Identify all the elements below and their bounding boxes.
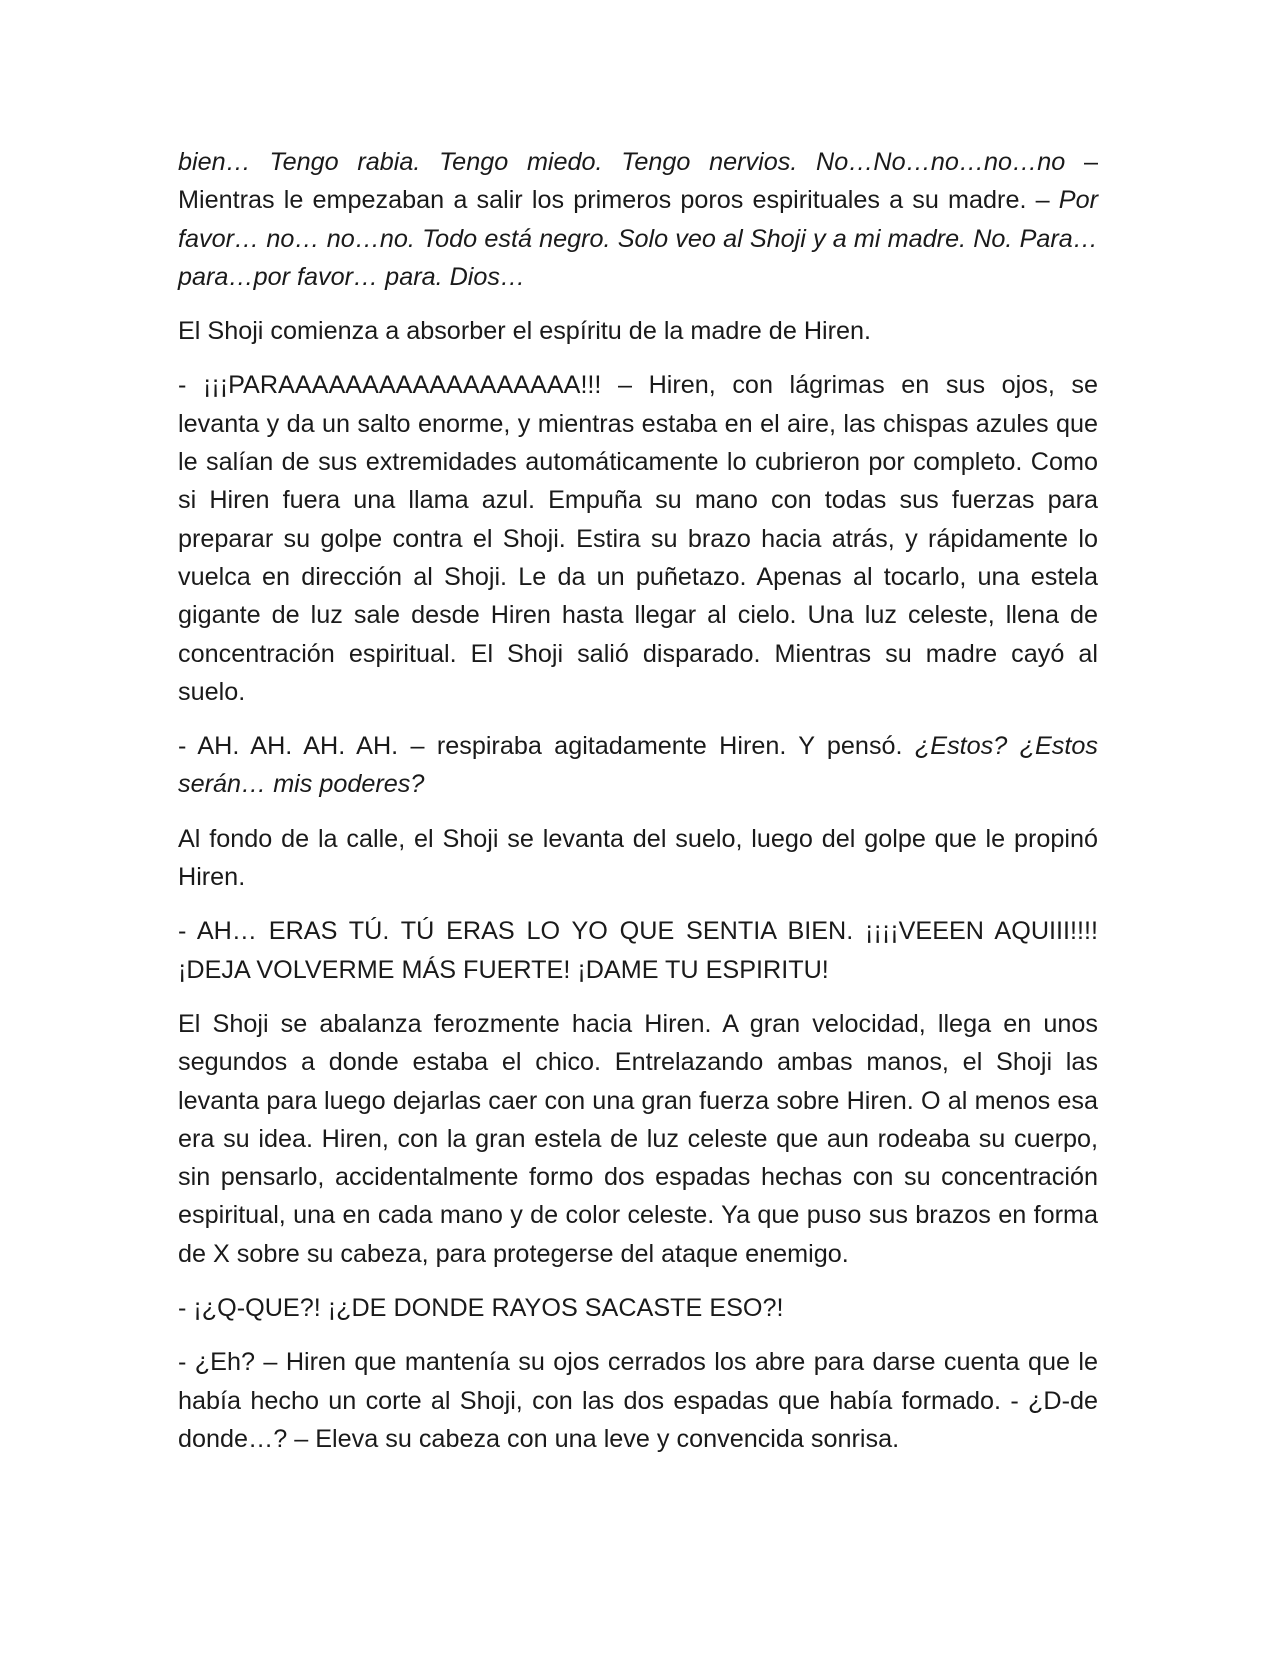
narration-text: – Mientras le empezaban a salir los primeros poros espirituales a su madre. – xyxy=(178,148,1098,215)
italic-thought-text: ¿Estos? ¿Estos serán… mis poderes? xyxy=(178,732,1098,799)
dialogue-text: - ¿Eh? – Hiren que mantenía su ojos cerrados los abre para darse cuenta que le había hecho un corte al Shoji, con las dos espadas que había formado. - ¿D-de donde…? – Eleva su cabeza con una leve y convencida sonrisa. xyxy=(178,1348,1098,1453)
narration-text: El Shoji se abalanza ferozmente hacia Hiren. A gran velocidad, llega en unos segundos a donde estaba el chico. Entrelazando ambas manos, el Shoji las levanta para luego dejarlas caer con una gran fuerza sobre Hiren. O al menos esa era su idea. Hiren, con la gran estela de luz celeste que aun rodeaba su cuerpo, sin pensarlo, accidentalmente formo dos espadas hechas con su concentración espiritual, una en cada mano y de color celeste. Ya que puso sus brazos en forma de X sobre su cabeza, para protegerse del ataque enemigo. xyxy=(178,1009,1098,1268)
italic-thought-text: bien… Tengo rabia. Tengo miedo. Tengo nervios. No…No…no…no…no xyxy=(178,148,1066,176)
paragraph xyxy=(178,143,1098,296)
italic-thought-text: Por favor… no… no…no. Todo está negro. Solo veo al Shoji y a mi madre. No. Para…para…por favor… para. Dios… xyxy=(178,186,1098,291)
dialogue-text: - AH. AH. AH. AH. – respiraba agitadamente Hiren. Y pensó. xyxy=(178,732,915,761)
paragraph xyxy=(178,1343,1098,1458)
document-page xyxy=(178,143,1098,1458)
dialogue-text: - AH… ERAS TÚ. TÚ ERAS LO YO QUE SENTIA BIEN. ¡¡¡¡VEEEN AQUIII!!!! ¡DEJA VOLVERME MÁS FUERTE! ¡DAME TU ESPIRITU! xyxy=(178,917,1098,984)
narration-text: Al fondo de la calle, el Shoji se levanta del suelo, luego del golpe que le propinó Hiren. xyxy=(178,824,1098,892)
dialogue-text: - ¡¿Q-QUE?! ¡¿DE DONDE RAYOS SACASTE ESO?! xyxy=(178,1294,784,1323)
paragraph xyxy=(178,727,1098,804)
paragraph xyxy=(178,820,1098,897)
paragraph xyxy=(178,1289,1098,1327)
paragraph xyxy=(178,312,1098,350)
narration-text: El Shoji comienza a absorber el espíritu de la madre de Hiren. xyxy=(178,317,872,346)
paragraph xyxy=(178,366,1098,711)
paragraph xyxy=(178,1005,1098,1273)
dialogue-text: - ¡¡¡PARAAAAAAAAAAAAAAAAAA!!! – Hiren, con lágrimas en sus ojos, se levanta y da un salto enorme, y mientras estaba en el aire, las chispas azules que le salían de sus extremidades automáticamente lo cubrieron por completo. Como si Hiren fuera una llama azul. Empuña su mano con todas sus fuerzas para preparar su golpe contra el Shoji. Estira su brazo hacia atrás, y rápidamente lo vuelca en dirección al Shoji. Le da un puñetazo. Apenas al tocarlo, una estela gigante de luz sale desde Hiren hasta llegar al cielo. Una luz celeste, llena de concentración espiritual. El Shoji salió disparado. Mientras su madre cayó al suelo. xyxy=(178,371,1098,706)
paragraph xyxy=(178,912,1098,989)
